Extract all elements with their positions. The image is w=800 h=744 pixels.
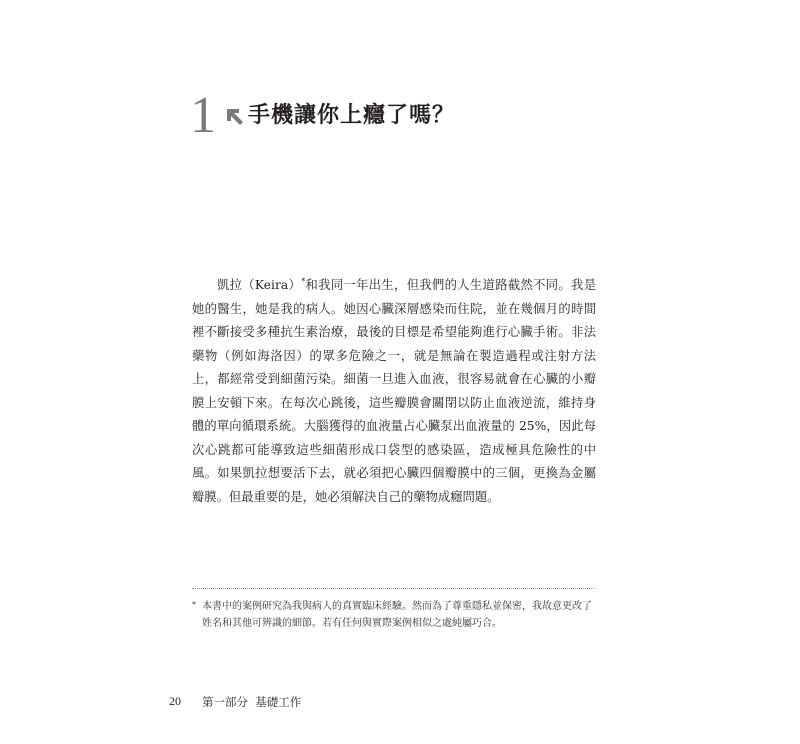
chapter-title: 手機讓你上癮了嗎？ [248,103,456,128]
body-lead: 凱拉（Keira） [217,278,302,292]
body-text: 和我同一年出生，但我們的人生道路截然不同。我是她的醫生，她是我的病人。她因心臟深層感染而住院，並在幾個月的時間裡不斷接受多種抗生素治療，最後的目標是希望能夠進行心臟手術。非法藥物（例如海洛因）的眾多危險之一，就是無論在製造過程或注射方法上，都經常受到細菌污染。細菌一旦進入血液，很容易就會在心臟的小瓣膜上安頓下來。在每次心跳後，這些瓣膜會關閉以防止血液逆流，維持身體的單向循環系統。大腦獲得的血液量占心臟泵出血液量的 25%，因此每次心跳都可能導致這些細菌形成口袋型的感染區，造成極具危險性的中風。如果凱拉想要活下去，就必須把心臟四個瓣膜中的三個，更換為金屬瓣膜。但最重要的是，她必須解決自己的藥物成癮問題。 [192,278,596,504]
running-footer: 第一部分 基礎工作 [202,695,302,709]
footnote-reference[interactable]: * [301,276,306,286]
footnote-text: 本書中的案例研究為我與病人的真實臨床經驗。然而為了尊重隱私並保密，我故意更改了姓名和其他可辨識的細節。若有任何與實際案例相似之處純屬巧合。 [202,601,592,629]
body-paragraph [192,274,596,509]
footnote-marker: * [192,600,196,609]
arrow-up-left-icon [225,107,245,127]
page-number: 20 [169,694,181,708]
footnote [192,598,596,632]
footnote-divider [192,588,594,589]
chapter-number: 1 [190,87,216,144]
